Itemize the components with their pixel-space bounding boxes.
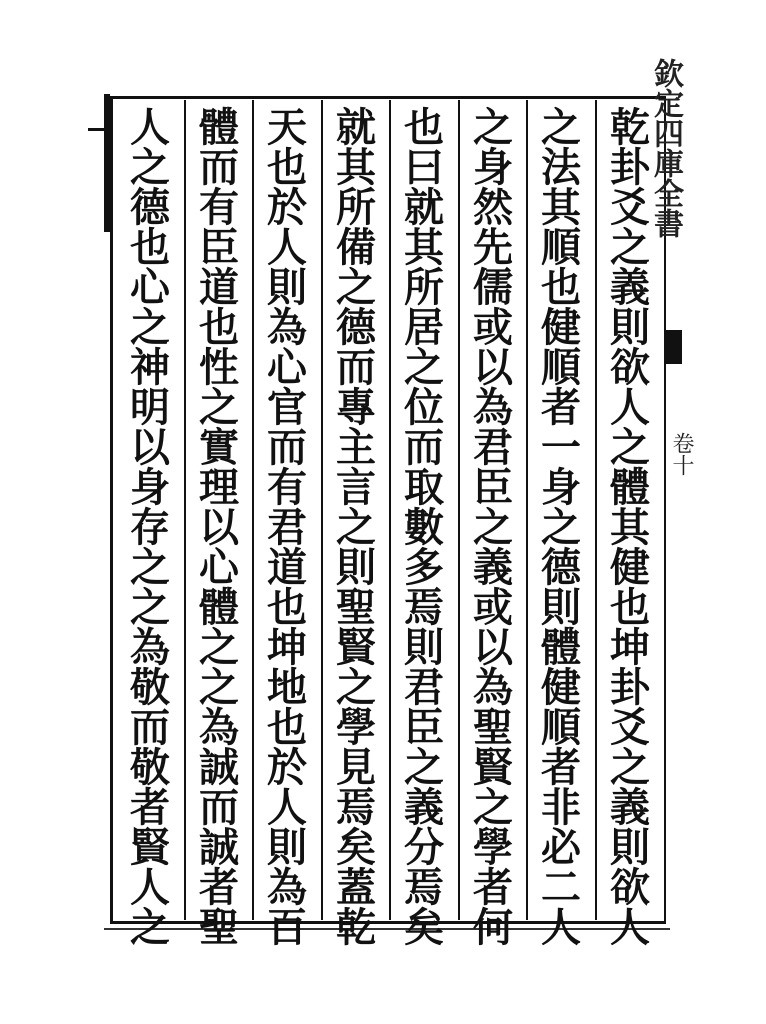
text-column: 就 其 所 備 之 德 而 專 主 言 之 則 聖 賢 之 學 見 焉 矣 蓋 乾 (336, 104, 376, 951)
text-column: 之 身 然 先 儒 或 以 為 君 臣 之 義 或 以 為 聖 賢 之 學 者 何 (473, 104, 513, 951)
column-rule (595, 100, 597, 920)
edge-volume-number: 卷十 (669, 432, 694, 476)
column-rule (321, 100, 323, 920)
column-rule (184, 100, 186, 920)
text-column: 人 之 德 也 心 之 神 明 以 身 存 之 之 為 敬 而 敬 者 賢 人 之 (130, 104, 170, 951)
text-column: 天 也 於 人 則 為 心 官 而 有 君 道 也 坤 地 也 於 人 則 為 百 (267, 104, 307, 951)
text-column: 之 法 其 順 也 健 順 者 一 身 之 德 則 體 健 順 者 非 必 二 人 (541, 104, 581, 951)
edge-book-title: 欽定四庫全書 (648, 58, 683, 238)
frame-tick (88, 128, 110, 131)
column-rule (458, 100, 460, 920)
text-column: 乾 卦 爻 之 義 則 欲 人 之 體 其 健 也 坤 卦 爻 之 義 則 欲 人 (610, 104, 650, 951)
text-column: 也 曰 就 其 所 居 之 位 而 取 數 多 焉 則 君 臣 之 義 分 焉 矣 (404, 104, 444, 951)
fish-tail-mark (664, 330, 682, 364)
text-column: 體 而 有 臣 道 也 性 之 實 理 以 心 體 之 之 為 誠 而 誠 者 聖 (199, 104, 239, 951)
frame-base-line (104, 928, 670, 930)
